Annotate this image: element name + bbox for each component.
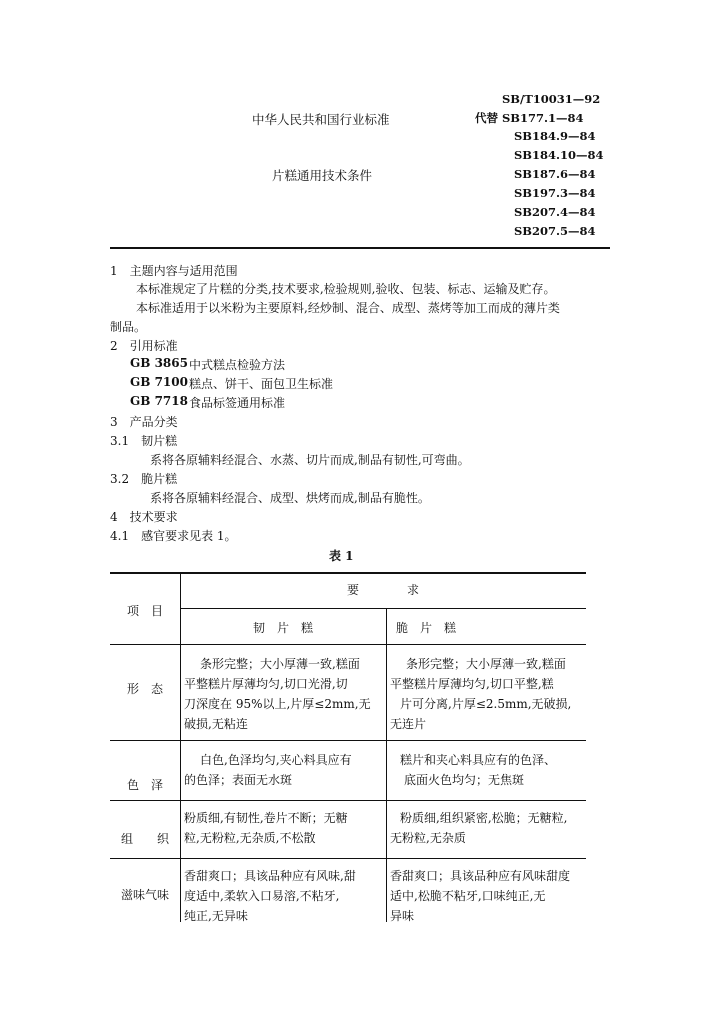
table-row-rule — [110, 740, 586, 741]
header-divider — [110, 247, 610, 249]
cell-line: 片可分离,片厚≤2.5mm,无破损, — [400, 697, 572, 711]
cell-line: 适中,松脆不粘牙,口味纯正,无 — [390, 889, 546, 903]
standard-title: 中华人民共和国行业标准 — [252, 112, 390, 127]
cell-line: 无粉粒,无杂质 — [390, 831, 466, 845]
table-cell — [184, 750, 384, 790]
replaced-standard: SB207.4—84 — [514, 205, 596, 219]
cell-line: 底面火色均匀；无焦斑 — [404, 773, 525, 787]
table-header-rule — [180, 608, 586, 609]
table-cell — [390, 808, 586, 848]
section-1-paragraph-1: 本标准规定了片糕的分类,技术要求,检验规则,验收、包装、标志、运输及贮存。 — [136, 282, 556, 296]
cell-line: 平整糕片厚薄均匀,切口平整,糕 — [390, 677, 554, 691]
cell-line: 无连片 — [390, 717, 427, 731]
table-row-rule — [110, 858, 586, 859]
section-2-heading: 2 引用标准 — [110, 339, 178, 353]
cell-line: 糕片和夹心料具应有的色泽、 — [400, 753, 557, 767]
table-cell — [390, 866, 586, 926]
table-cell — [184, 866, 384, 926]
cell-line: 香甜爽口；具该品种应有风味甜度 — [390, 869, 571, 883]
cell-line: 平整糕片厚薄均匀,切口光滑,切 — [184, 677, 348, 691]
cell-line: 香甜爽口；具该品种应有风味,甜 — [184, 869, 356, 883]
standard-code: SB/T10031—92 — [502, 92, 601, 106]
cell-line: 粉质细,组织紧密,松脆；无糖粒, — [400, 811, 568, 825]
ref-code: GB 7100 — [130, 375, 188, 389]
table-col-ren-pian-gao: 韧 片 糕 — [252, 621, 313, 635]
table-caption: 表 1 — [329, 549, 354, 563]
section-3-heading: 3 产品分类 — [110, 415, 178, 429]
cell-line: 破损,无粘连 — [184, 717, 248, 731]
replaced-standard: SB187.6—84 — [514, 167, 596, 181]
cell-line: 白色,色泽均匀,夹心料具应有 — [200, 753, 352, 767]
cell-line: 刀深度在 95%以上,片厚≤2mm,无 — [184, 697, 371, 711]
ref-name: 糕点、饼干、面包卫生标准 — [189, 377, 334, 391]
section-1-paragraph-2-cont: 制品。 — [110, 320, 147, 334]
cell-line: 异味 — [390, 909, 415, 923]
ref-code: GB 7718 — [130, 394, 188, 408]
section-1-heading: 1 主题内容与适用范围 — [110, 264, 238, 278]
cell-line: 纯正,无异味 — [184, 909, 248, 923]
table-top-rule — [110, 572, 586, 574]
replaced-standard: SB184.10—84 — [514, 148, 604, 162]
document-subtitle: 片糕通用技术条件 — [272, 168, 373, 183]
table-cell — [184, 654, 384, 734]
replaced-standard: SB197.3—84 — [514, 186, 596, 200]
table-row-rule — [110, 644, 586, 645]
table-row-rule — [110, 800, 586, 801]
cell-line: 条形完整；大小厚薄一致,糕面 — [200, 657, 360, 671]
cell-line: 度适中,柔软入口易溶,不粘牙, — [184, 889, 340, 903]
ref-name: 中式糕点检验方法 — [189, 358, 286, 372]
section-3-1-paragraph: 系将各原辅料经混合、水蒸、切片而成,制品有韧性,可弯曲。 — [150, 453, 470, 467]
section-4-1-heading: 4.1 感官要求见表 1。 — [110, 529, 237, 543]
sensory-requirements-table — [110, 572, 586, 923]
cell-line: 的色泽；表面无水斑 — [184, 773, 293, 787]
table-row-label: 滋味气味 — [120, 888, 169, 902]
table-cell — [184, 808, 384, 848]
cell-line: 粒,无粉粒,无杂质,不松散 — [184, 831, 316, 845]
table-head-requirement: 要 求 — [346, 583, 419, 597]
table-head-item: 项 目 — [126, 604, 163, 618]
section-1-paragraph-2: 本标准适用于以米粉为主要原料,经炒制、混合、成型、蒸烤等加工而成的薄片类 — [136, 301, 560, 315]
replaced-standard: SB207.5—84 — [514, 224, 596, 238]
table-row-label: 组 织 — [120, 832, 169, 846]
cell-line: 粉质细,有韧性,卷片不断；无糖 — [184, 811, 348, 825]
section-3-2-paragraph: 系将各原辅料经混合、成型、烘烤而成,制品有脆性。 — [150, 491, 430, 505]
table-column-rule — [386, 608, 387, 922]
section-4-heading: 4 技术要求 — [110, 510, 178, 524]
section-3-2-heading: 3.2 脆片糕 — [110, 472, 178, 486]
table-row-label: 形 态 — [126, 682, 163, 696]
table-cell — [390, 654, 586, 734]
cell-line: 条形完整；大小厚薄一致,糕面 — [406, 657, 566, 671]
table-cell — [390, 750, 586, 790]
section-3-1-heading: 3.1 韧片糕 — [110, 434, 178, 448]
replaced-standard: SB184.9—84 — [514, 129, 596, 143]
replace-label: 代替 SB177.1—84 — [475, 111, 584, 125]
ref-code: GB 3865 — [130, 356, 188, 370]
table-col-cui-pian-gao: 脆 片 糕 — [396, 621, 457, 635]
ref-name: 食品标签通用标准 — [189, 396, 286, 410]
table-row-label: 色 泽 — [126, 778, 163, 792]
